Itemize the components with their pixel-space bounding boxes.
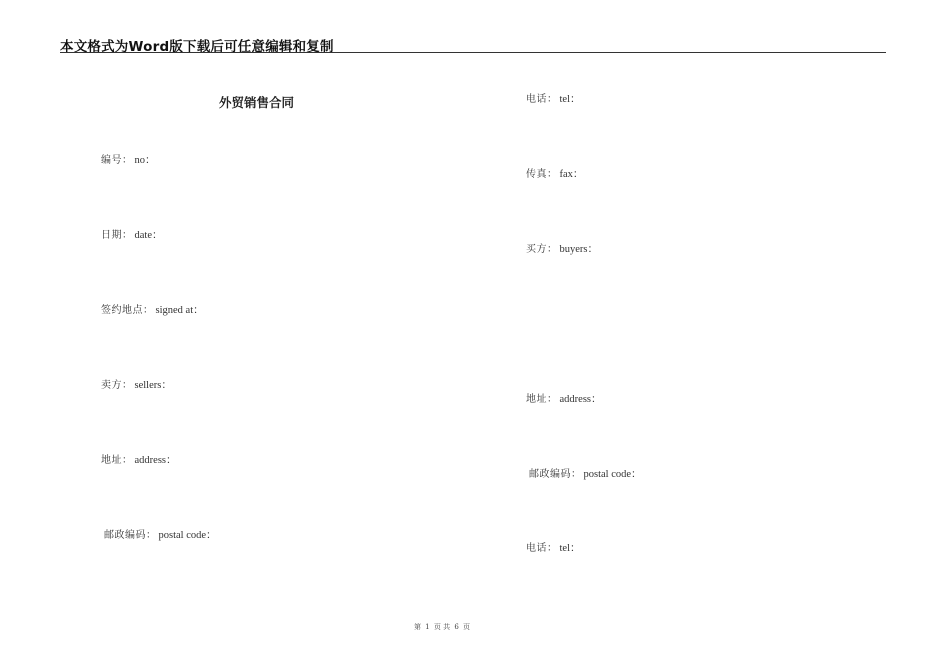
- field-value: buyers：: [559, 244, 598, 255]
- field-buyer-address: [526, 394, 602, 406]
- field-seller-tel: [526, 94, 581, 106]
- field-value: signed at：: [155, 305, 204, 316]
- field-label: 电话：: [526, 543, 558, 554]
- page-suffix: 页: [463, 623, 471, 631]
- field-date: [101, 230, 163, 242]
- field-value: tel：: [559, 543, 581, 554]
- field-label: 邮政编码：: [529, 469, 582, 480]
- page-prefix: 第: [413, 623, 421, 631]
- field-label: 签约地点：: [101, 305, 154, 316]
- page-indicator: [0, 622, 884, 632]
- field-value: tel：: [559, 94, 581, 105]
- field-buyer-postal-code: [529, 469, 642, 481]
- field-seller-fax: [526, 169, 583, 181]
- page-total: 6: [454, 623, 459, 631]
- field-label: 地址：: [101, 455, 133, 466]
- field-value: sellers：: [134, 380, 172, 391]
- field-label: 日期：: [101, 230, 133, 241]
- field-value: postal code：: [583, 469, 642, 480]
- field-buyers: [526, 244, 598, 256]
- field-label: 卖方：: [101, 380, 133, 391]
- page-header-banner: 本文格式为Word版下载后可任意编辑和复制: [60, 39, 334, 55]
- page-mid: 页 共: [433, 623, 451, 631]
- page-number: 1: [425, 623, 430, 631]
- field-value: no：: [134, 155, 156, 166]
- field-label: 买方：: [526, 244, 558, 255]
- field-value: postal code：: [158, 530, 217, 541]
- field-value: address：: [559, 394, 602, 405]
- field-value: address：: [134, 455, 177, 466]
- field-contract-number: [101, 155, 156, 167]
- field-value: date：: [134, 230, 163, 241]
- field-signed-at: [101, 305, 204, 317]
- field-label: 编号：: [101, 155, 133, 166]
- field-sellers: [101, 380, 172, 392]
- document-title: 外贸销售合同: [219, 95, 295, 110]
- field-label: 地址：: [526, 394, 558, 405]
- field-seller-postal-code: [104, 530, 217, 542]
- field-label: 传真：: [526, 169, 558, 180]
- field-buyer-tel: [526, 543, 581, 555]
- field-value: fax：: [559, 169, 584, 180]
- field-label: 电话：: [526, 94, 558, 105]
- header-divider: [60, 52, 886, 53]
- field-seller-address: [101, 455, 177, 467]
- field-label: 邮政编码：: [104, 530, 157, 541]
